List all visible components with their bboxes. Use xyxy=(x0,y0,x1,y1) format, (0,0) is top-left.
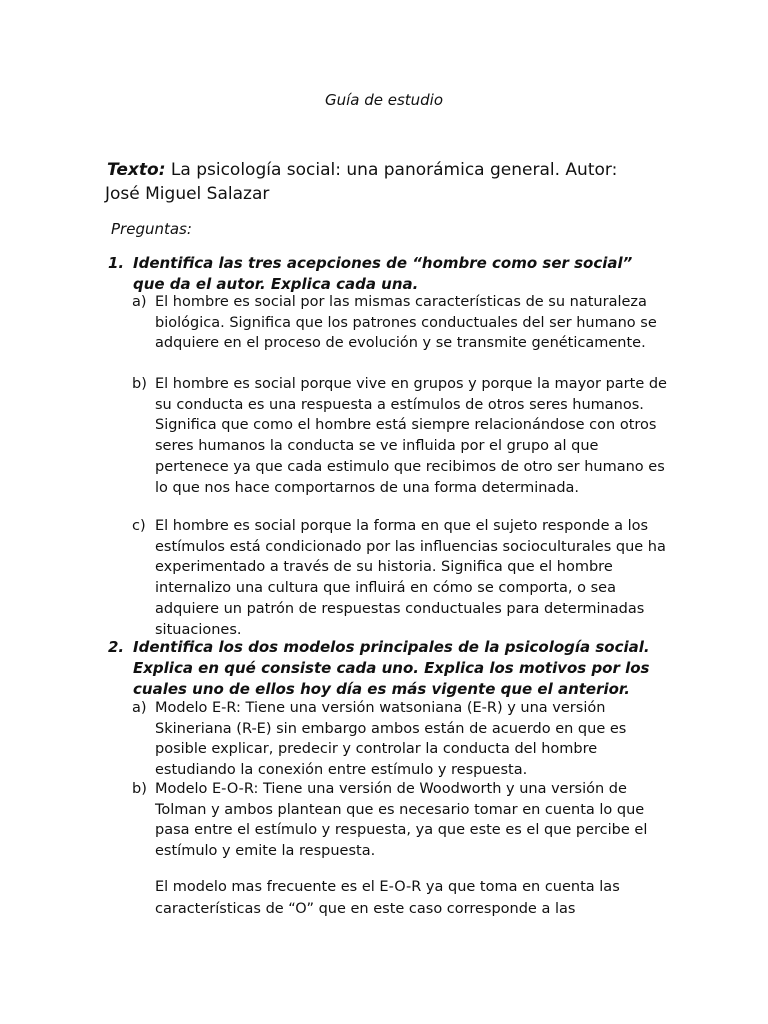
answer-marker: c) xyxy=(132,518,146,534)
answer-text: Modelo E-O-R: Tiene una versión de Woodworth y una versión de Tolman y ambos plantean que es necesario tomar en cuenta lo que pasa entre el estímulo y respuesta, ya que este es el que percibe el estímulo y emite la respuesta. xyxy=(155,781,648,860)
answer-text: Modelo E-R: Tiene una versión watsoniana (E-R) y una versión Skineriana (R-E) sin embargo ambos están de acuerdo en que es posible explicar, predecir y controlar la conducta del hombre estudiando la conexión entre estímulo y respuesta. xyxy=(155,700,627,779)
preguntas-label: Preguntas: xyxy=(111,220,192,238)
answer-1b xyxy=(132,374,672,498)
conclusion-paragraph: El modelo mas frecuente es el E-O-R ya que toma en cuenta las características de “O” que en este caso corresponde a las xyxy=(155,879,620,917)
answer-2a xyxy=(132,698,672,781)
document-title: Guía de estudio xyxy=(324,91,444,109)
answer-marker: a) xyxy=(132,294,147,310)
answer-text: El hombre es social por las mismas características de su naturaleza biológica. Significa que los patrones conductuales del ser humano se adquiere en el proceso de evolución y se transmite genéticamente. xyxy=(155,294,657,352)
question-1 xyxy=(108,253,668,295)
answer-marker: b) xyxy=(132,781,147,797)
answer-marker: a) xyxy=(132,700,147,716)
question-number: 1. xyxy=(108,254,125,272)
text-reference-line-1 xyxy=(107,158,667,182)
question-text: Identifica las tres acepciones de “hombre como ser social” que da el autor. Explica cada una. xyxy=(133,254,633,293)
answer-text: El hombre es social porque la forma en que el sujeto responde a los estímulos está condicionado por las influencias socioculturales que ha experimentado a través de su historia. Significa que el hombre internalizo una cultura que influirá en cómo se comporta, o sea adquiere un patrón de respuestas conductuales para determinadas situaciones. xyxy=(155,518,666,638)
answer-1a xyxy=(132,292,672,354)
question-number: 2. xyxy=(108,638,125,656)
text-reference xyxy=(107,158,667,206)
question-2 xyxy=(108,637,668,700)
text-reference-author: José Miguel Salazar xyxy=(105,184,270,204)
texto-label: Texto: xyxy=(107,160,166,180)
answer-1c xyxy=(132,516,672,640)
answer-text: El hombre es social porque vive en grupos y porque la mayor parte de su conducta es una respuesta a estímulos de otros seres humanos. Significa que como el hombre está siempre relacionándose con otros seres humanos la conducta se ve influida por el grupo al que pertenece ya que cada estimulo que recibimos de otro ser humano es lo que nos hace comportarnos de una forma determinada. xyxy=(155,376,667,496)
answer-2b xyxy=(132,779,672,862)
question-text: Identifica los dos modelos principales de la psicología social. Explica en qué consiste cada uno. Explica los motivos por los cuales uno de ellos hoy día es más vigente que el anterior. xyxy=(133,638,650,698)
answer-marker: b) xyxy=(132,376,147,392)
texto-title: La psicología social: una panorámica general. Autor: xyxy=(165,160,618,180)
